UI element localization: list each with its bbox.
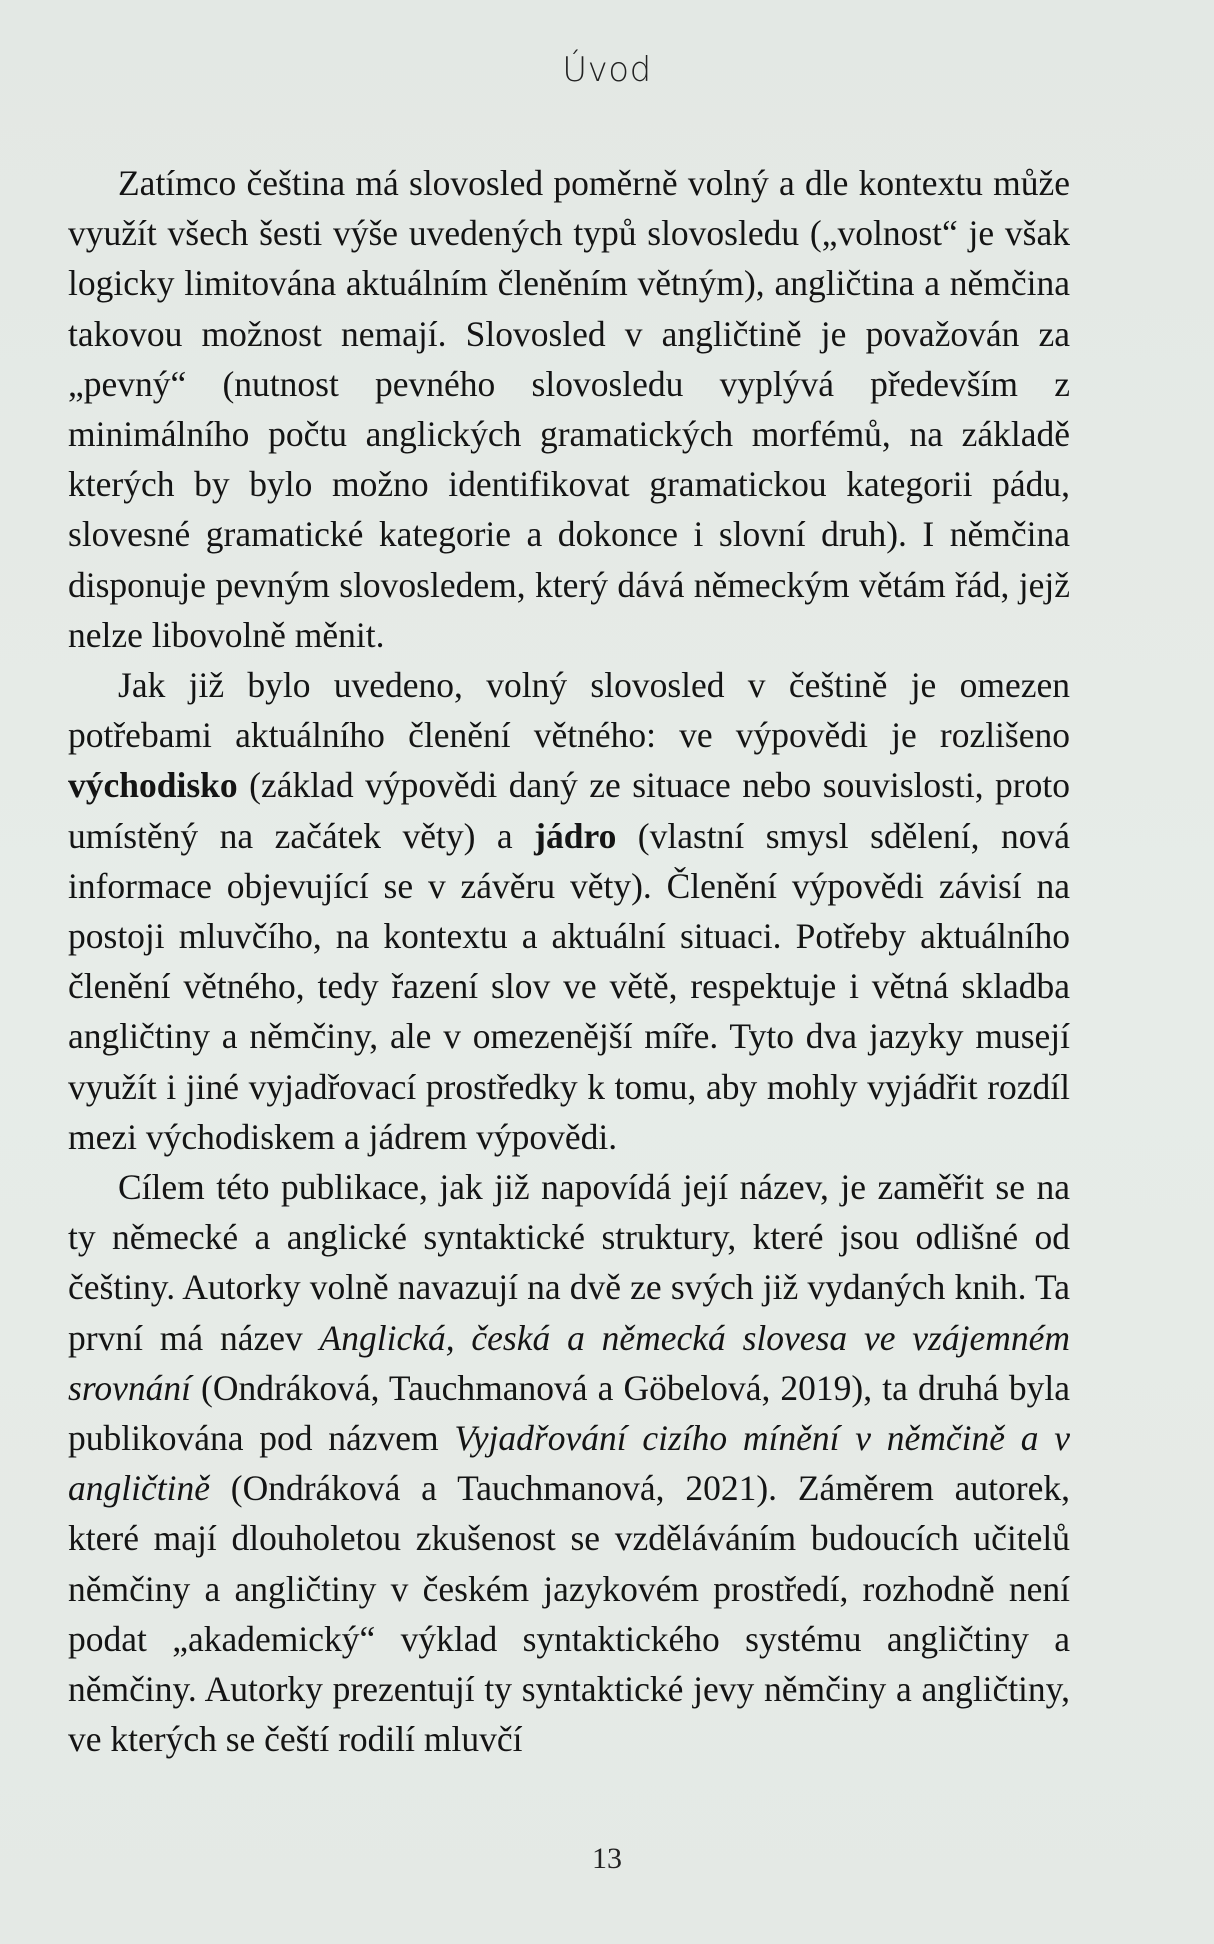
text-segment: Jak již bylo uvedeno, volný slovosled v češtině je omezen potřebami aktuálního členění větného: ve výpovědi je rozlišeno — [68, 665, 1070, 756]
book-title-2: Vyjadřování cizího mínění v němčině a v angličtině — [68, 1418, 1070, 1509]
text-segment: Zatímco čeština má slovosled poměrně volný a dle kontextu může využít všech šesti výše uvedených typů slovosledu („volnost“ je však logicky limitována aktuálním členěním větným), angličtina a němčina takovou možnost nemají. Slovosled v angličtině je považován za „pevný“ (nutnost pevného slovosledu vyplývá především z minimálního počtu anglických gramatických morfémů, na základě kterých by bylo možno identifikovat gramatickou kategorii pádu, slovesné gramatické kategorie a dokonce i slovní druh). I němčina disponuje pevným slovosledem, který dává německým větám řád, jejž nelze libovolně měnit. — [68, 163, 1070, 655]
running-head: Úvod — [562, 50, 652, 90]
text-segment: (Ondráková a Tauchmanová, 2021). Záměrem autorek, které mají dlouholetou zkušenost se vzděláváním budoucích učitelů němčiny a angličtiny v českém jazykovém prostředí, rozhodně není podat „akademický“ výklad syntaktického systému angličtiny a němčiny. Autorky prezentují ty syntaktické jevy němčiny a angličtiny, ve kterých se čeští rodilí mluvčí — [68, 1468, 1070, 1760]
text-segment: (vlastní smysl sdělení, nová informace objevující se v závěru věty). Členění výpovědi závisí na postoji mluvčího, na kontextu a aktuální situaci. Potřeby aktuálního členění větného, tedy řazení slov ve větě, respektuje i větná skladba angličtiny a němčiny, ale v omezenější míře. Tyto dva jazyky musejí využít i jiné vyjadřovací prostředky k tomu, aby mohly vyjádřit rozdíl mezi východiskem a jádrem výpovědi. — [68, 815, 1070, 1157]
paragraph — [68, 660, 1070, 1162]
term-jadro: jádro — [534, 815, 617, 856]
text-segment: (základ výpovědi daný ze situace nebo souvislosti, proto umístěný na začátek věty) a — [68, 765, 1070, 856]
body-text — [68, 158, 1070, 1765]
text-segment: Cílem této publikace, jak již napovídá její název, je zaměřit se na ty německé a anglické syntaktické struktury, které jsou odlišné od češtiny. Autorky volně navazují na dvě ze svých již vydaných knih. Ta první má název — [68, 1167, 1070, 1358]
paragraph — [68, 1162, 1070, 1764]
text-segment: (Ondráková, Tauchmanová a Göbelová, 2019), ta druhá byla publikována pod názvem — [68, 1367, 1070, 1459]
page-number: 13 — [592, 1842, 622, 1875]
paragraph — [68, 158, 1070, 660]
book-title-1: Anglická, česká a německá slovesa ve vzájemném srovnání — [68, 1317, 1071, 1408]
term-vychodisko: východisko — [68, 765, 238, 806]
